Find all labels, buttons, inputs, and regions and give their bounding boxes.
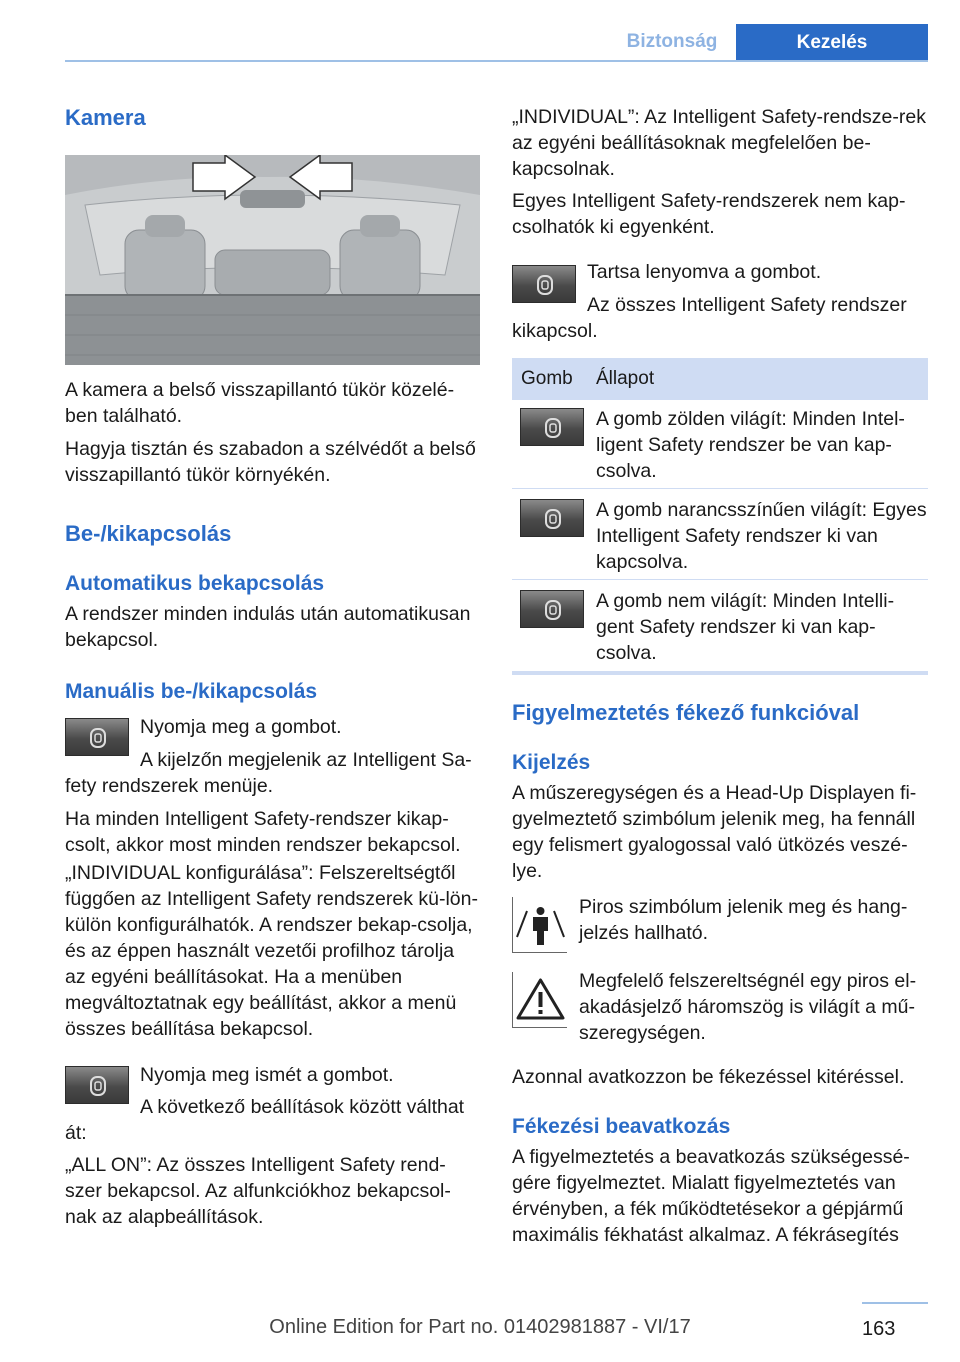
table-row-divider (512, 488, 928, 489)
header-divider (65, 60, 928, 62)
safety-button-icon-orange (520, 499, 584, 537)
footer-edition: Online Edition for Part no. 01402981887 - VI/17 (269, 1316, 691, 1338)
all-off-text-b: kikapcsol. (512, 320, 598, 342)
page-number: 163 (862, 1318, 896, 1340)
menu-appears-text-a: A kijelzőn megjelenik az Intelligent Sa- (140, 749, 472, 771)
press-button-text: Nyomja meg a gombot. (140, 716, 342, 738)
pedestrian-warning-icon (512, 897, 567, 953)
table-header-state: Állapot (596, 368, 655, 389)
switch-text-b: át: (65, 1122, 87, 1144)
table-row-orange: A gomb narancsszínűen világít: Egyes Intelligent Safety rendszer ki van kapcsolva. (596, 499, 927, 573)
page-number-divider (862, 1302, 928, 1304)
safety-button-icon (512, 265, 576, 303)
triangle-text: Megfelelő felszereltségnél egy piros el-akadásjelző háromszög is világít a mű-szeregységen. (579, 970, 917, 1044)
braking-text: A figyelmeztetés a beavatkozás szükségessé-gére figyelmeztet. Mialatt figyelmeztetés van érvényben, a fék működtetésekor a gépjármű maximális fékhatást alkalmaz. A fékrásegítés (512, 1146, 910, 1246)
table-row-divider (512, 579, 928, 580)
subtitle-auto: Automatikus bekapcsolás (65, 572, 325, 595)
safety-button-icon (65, 1066, 129, 1104)
all-off-text: Ha minden Intelligent Safety-rendszer kikap-csolt, akkor most minden rendszer bekapcsol. (65, 808, 461, 856)
camera-illustration (65, 155, 480, 365)
section-title-warning: Figyelmeztetés fékező funkcióval (512, 700, 860, 725)
auto-text: A rendszer minden indulás után automatikusan bekapcsol. (65, 603, 471, 651)
press-again-text: Nyomja meg ismét a gombot. (140, 1064, 394, 1086)
subtitle-braking: Fékezési beavatkozás (512, 1115, 731, 1138)
camera-location-text: A kamera a belső visszapillantó tükör közelé-ben található. (65, 379, 455, 427)
table-row-green: A gomb zölden világít: Minden Intel-ligent Safety rendszer be van kap-csolva. (596, 408, 905, 482)
individual-config-text: „INDIVIDUAL konfigurálása”: Felszereltségtől függően az Intelligent Safety rendszerek kü-lön-külön konfigurálhatók. A rendszer bekap-csolja, és az éppen használt vezetői profilhoz tárolja az egyéni beállításokat. Ha a menüben megváltoztatnak egy beállítást, akkor a menü összes beállítása bekapcsol. (65, 862, 478, 1040)
subtitle-manual: Manuális be-/kikapcsolás (65, 680, 318, 703)
table-header-button: Gomb (521, 368, 573, 389)
individual-text: „INDIVIDUAL”: Az Intelligent Safety-rendsze-rek az egyéni beállításoknak megfelelően be-kapcsolnak. (512, 106, 926, 180)
display-text: A műszeregységen és a Head-Up Displayen fi-gyelmeztető szimbólum jelenik meg, ha fennáll egy felismert gyalogossal való ütközés veszé-lye. (512, 782, 917, 882)
red-symbol-text: Piros szimbólum jelenik meg és hang-jelzés hallható. (579, 896, 908, 944)
all-on-text: „ALL ON”: Az összes Intelligent Safety rend-szer bekapcsol. Az alfunkciókhoz bekapcsol-nak az alapbeállítások. (65, 1154, 451, 1228)
section-title-kamera: Kamera (65, 105, 146, 130)
table-header (512, 358, 928, 400)
header-tab-biztonsag[interactable]: Biztonság (626, 31, 718, 52)
safety-button-icon-off (520, 590, 584, 628)
section-title-onoff: Be-/kikapcsolás (65, 521, 232, 546)
menu-appears-text-b: fety rendszerek menüje. (65, 775, 274, 797)
all-off-text-a: Az összes Intelligent Safety rendszer (587, 294, 907, 316)
hold-button-text: Tartsa lenyomva a gombot. (587, 261, 822, 283)
header-tab-kezeles[interactable]: Kezelés (736, 24, 928, 62)
subtitle-display: Kijelzés (512, 751, 591, 774)
some-systems-text: Egyes Intelligent Safety-rendszerek nem kap-csolhatók ki egyenként. (512, 190, 906, 238)
switch-text-a: A következő beállítások között válthat (140, 1096, 465, 1118)
react-text: Azonnal avatkozzon be fékezéssel kitéréssel. (512, 1066, 905, 1088)
safety-button-icon (65, 718, 129, 756)
table-row-off: A gomb nem világít: Minden Intelli-gent Safety rendszer ki van kap-csolva. (596, 590, 895, 664)
camera-clean-text: Hagyja tisztán és szabadon a szélvédőt a belső visszapillantó tükör környékén. (65, 438, 476, 486)
table-bottom-border (512, 671, 928, 675)
safety-button-icon-green (520, 408, 584, 446)
warning-triangle-icon (512, 972, 567, 1028)
